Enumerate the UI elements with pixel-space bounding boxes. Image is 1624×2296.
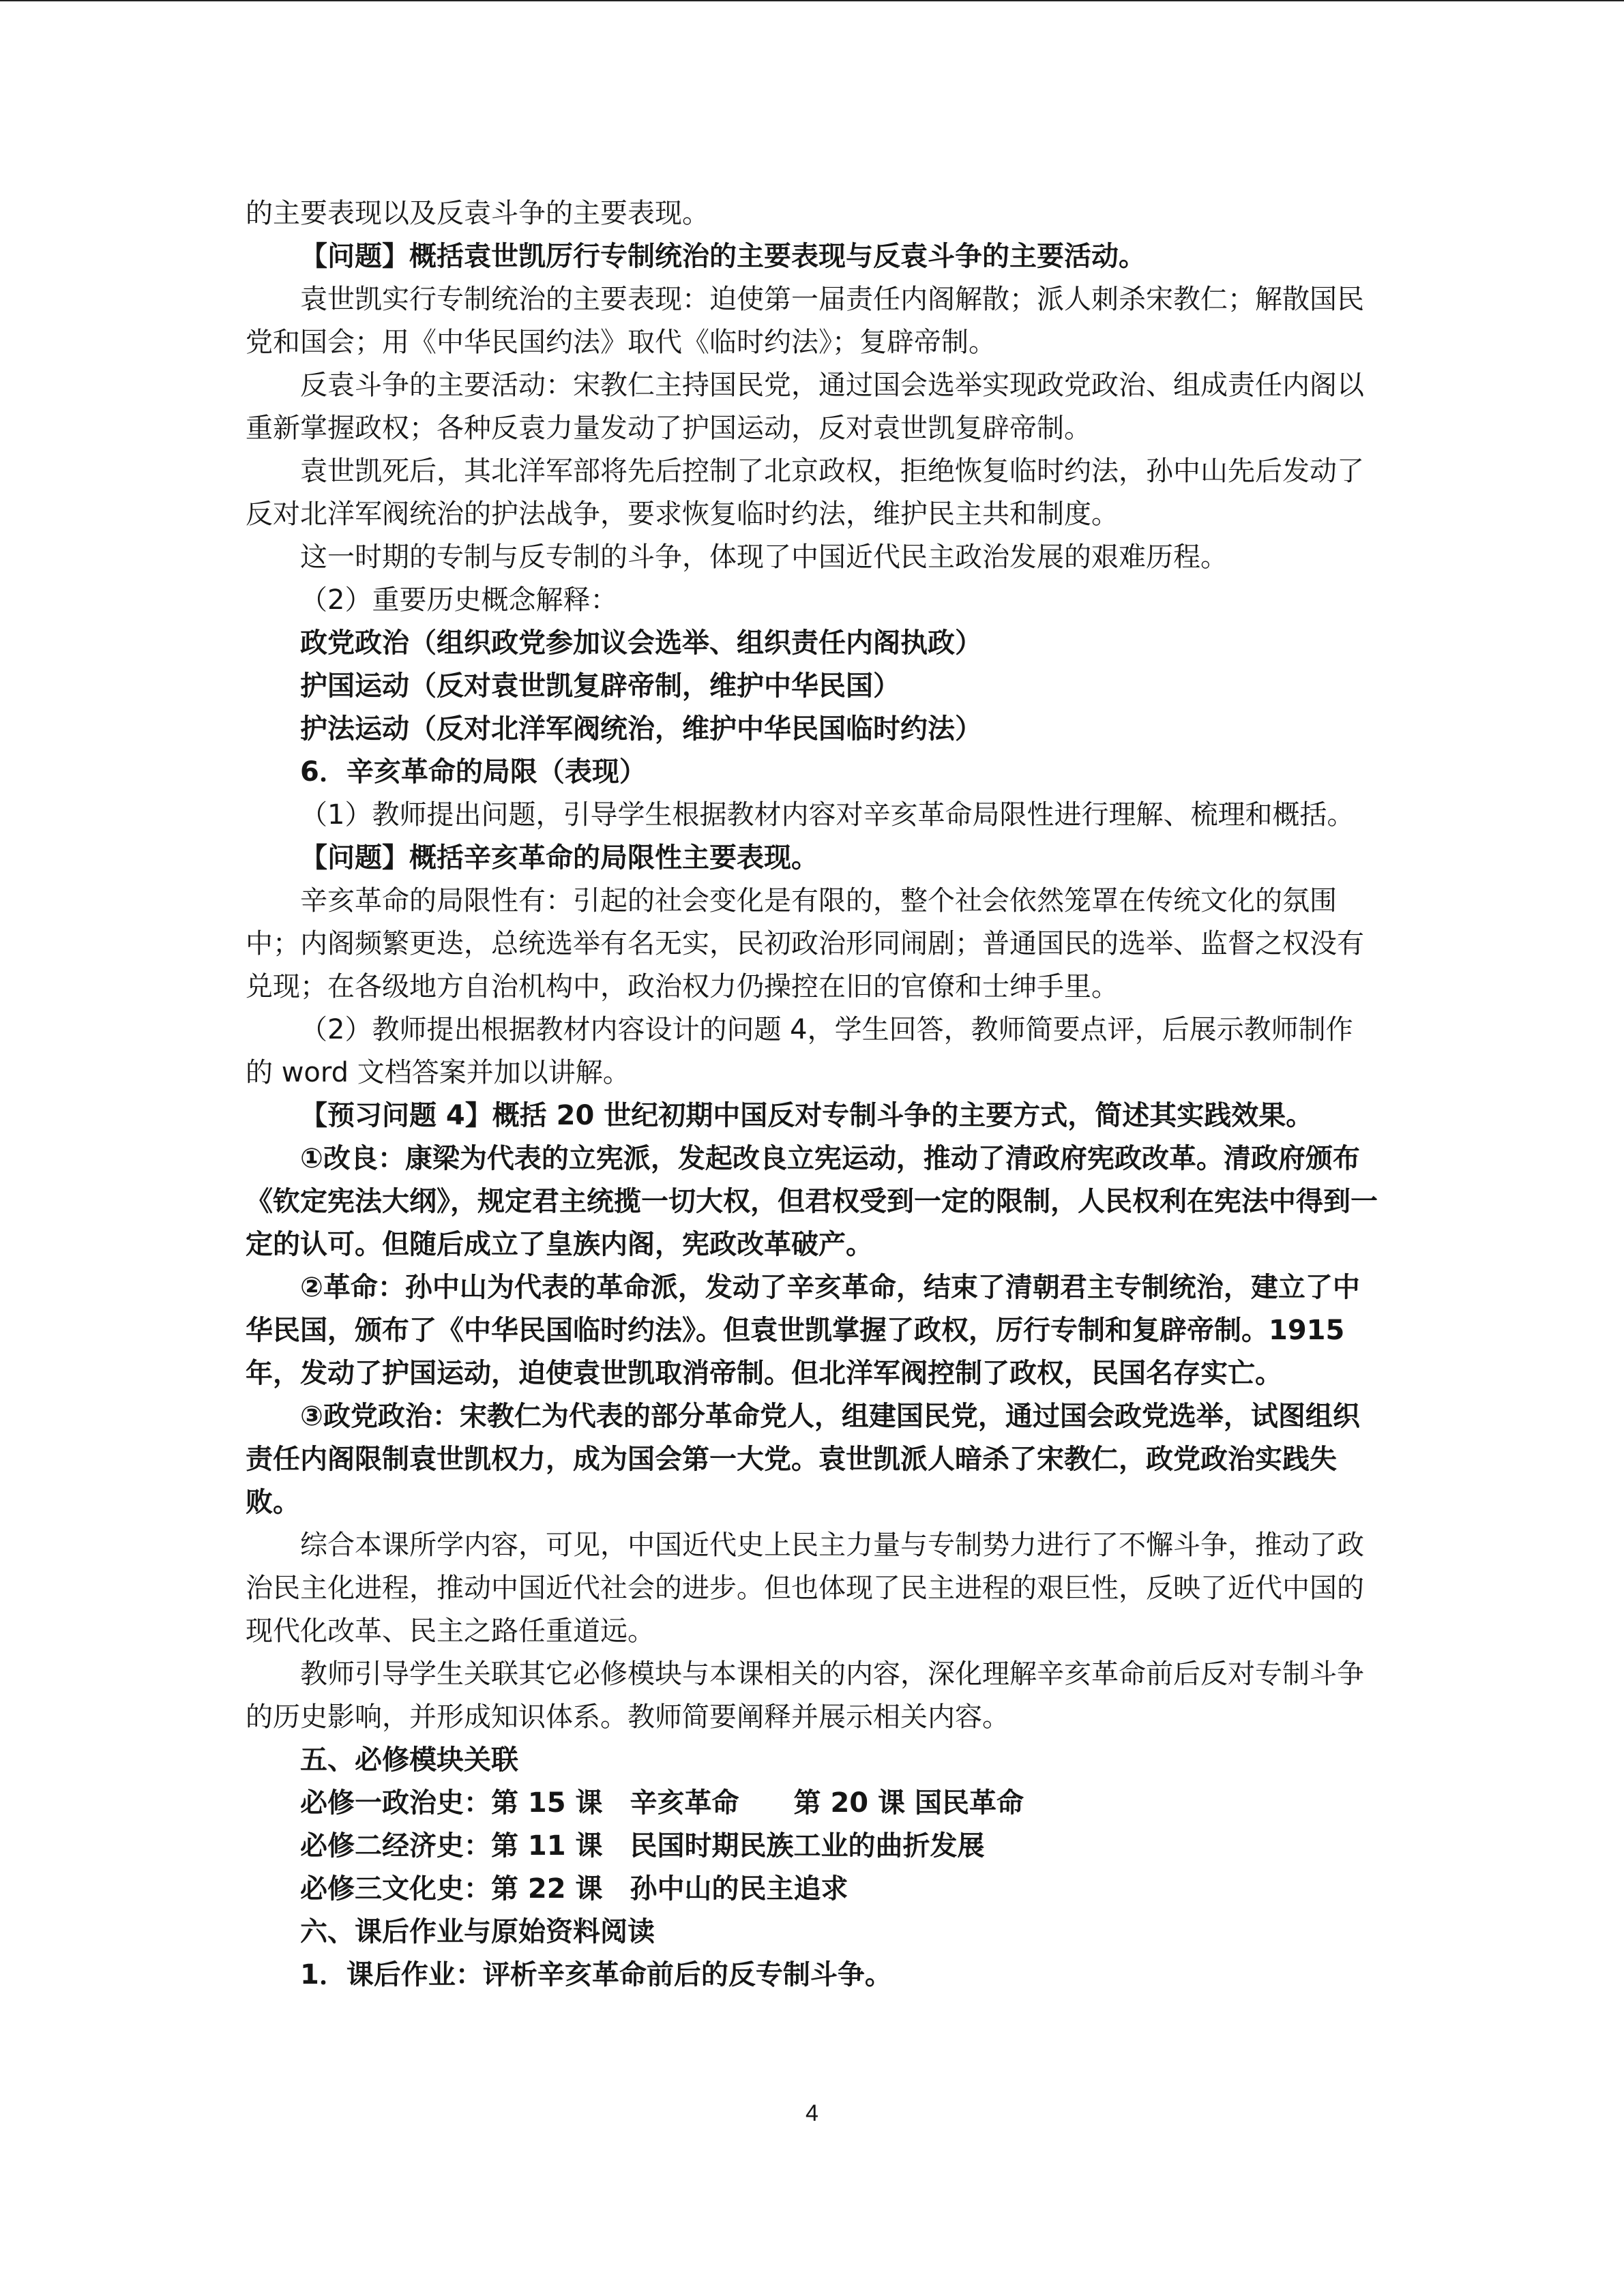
section-heading: 六、课后作业与原始资料阅读: [300, 1916, 655, 1948]
paragraph: 袁世凯死后，其北洋军部将先后控制了北京政权，拒绝恢复临时约法，孙中山先后发动了反对北洋军阀统治的护法战争，要求恢复临时约法，维护民主共和制度。: [246, 456, 1364, 530]
answer-paragraph: ③政党政治：宋教仁为代表的部分革命党人，组建国民党，通过国会政党选举，试图组织责任内阁限制袁世凯权力，成为国会第一大党。袁世凯派人暗杀了宋教仁，政党政治实践失败。: [246, 1401, 1360, 1518]
module-line: 必修三文化史：第 22 课 孙中山的民主追求: [300, 1873, 848, 1905]
concept-line: 护法运动（反对北洋军阀统治，维护中华民国临时约法）: [300, 713, 982, 745]
section-heading: 6．辛亥革命的局限（表现）: [300, 756, 647, 788]
question-heading: 【预习问题 4】概括 20 世纪初期中国反对专制斗争的主要方式，简述其实践效果。: [300, 1100, 1314, 1131]
top-border: [0, 0, 1624, 1]
module-text: 必修一政治史：第 15 课 辛亥革命: [300, 1787, 739, 1819]
paragraph: （2）教师提出根据教材内容设计的问题 4，学生回答，教师简要点评，后展示教师制作的 word 文档答案并加以讲解。: [246, 1014, 1353, 1088]
paragraph: （2）重要历史概念解释：: [300, 584, 618, 616]
paragraph: 反袁斗争的主要活动：宋教仁主持国民党，通过国会选举实现政党政治、组成责任内阁以重新掌握政权；各种反袁力量发动了护国运动，反对袁世凯复辟帝制。: [246, 370, 1364, 444]
paragraph: 袁世凯实行专制统治的主要表现：迫使第一届责任内阁解散；派人刺杀宋教仁；解散国民党和国会；用《中华民国约法》取代《临时约法》；复辟帝制。: [246, 284, 1364, 358]
paragraph: 教师引导学生关联其它必修模块与本课相关的内容，深化理解辛亥革命前后反对专制斗争的历史影响，并形成知识体系。教师简要阐释并展示相关内容。: [246, 1658, 1364, 1733]
paragraph: 这一时期的专制与反专制的斗争，体现了中国近代民主政治发展的艰难历程。: [300, 541, 1228, 573]
module-text: 第 20 课 国民革命: [793, 1787, 1024, 1819]
paragraph: （1）教师提出问题，引导学生根据教材内容对辛亥革命局限性进行理解、梳理和概括。: [300, 799, 1355, 831]
paragraph: 辛亥革命的局限性有：引起的社会变化是有限的，整个社会依然笼罩在传统文化的氛围中；内阁频繁更迭，总统选举有名无实，民初政治形同闹剧；普通国民的选举、监督之权没有兑现；在各级地方自治机构中，政治权力仍操控在旧的官僚和士绅手里。: [246, 885, 1364, 1002]
concept-line: 护国运动（反对袁世凯复辟帝制，维护中华民国）: [300, 670, 900, 702]
answer-paragraph: ②革命：孙中山为代表的革命派，发动了辛亥革命，结束了清朝君主专制统治，建立了中华民国，颁布了《中华民国临时约法》。但袁世凯掌握了政权，厉行专制和复辟帝制。1915 年，发动了护国运动，迫使袁世凯取消帝制。但北洋军阀控制了政权，民国名存实亡。: [246, 1272, 1360, 1389]
answer-paragraph: ①改良：康梁为代表的立宪派，发起改良立宪运动，推动了清政府宪政改革。清政府颁布《钦定宪法大纲》，规定君主统揽一切大权，但君权受到一定的限制，人民权利在宪法中得到一定的认可。但随后成立了皇族内阁，宪政改革破产。: [246, 1143, 1378, 1260]
module-line: [246, 1782, 1378, 1825]
module-line: 必修二经济史：第 11 课 民国时期民族工业的曲折发展: [300, 1830, 985, 1862]
question-heading: 【问题】概括辛亥革命的局限性主要表现。: [300, 842, 818, 874]
page-number: 4: [806, 2100, 818, 2126]
question-heading: 【问题】概括袁世凯厉行专制统治的主要表现与反袁斗争的主要活动。: [300, 241, 1146, 272]
section-heading: 五、必修模块关联: [300, 1744, 518, 1776]
concept-line: 政党政治（组织政党参加议会选举、组织责任内阁执政）: [300, 627, 982, 659]
paragraph: 综合本课所学内容，可见，中国近代史上民主力量与专制势力进行了不懈斗争，推动了政治民主化进程，推动中国近代社会的进步。但也体现了民主进程的艰巨性，反映了近代中国的现代化改革、民主之路任重道远。: [246, 1530, 1364, 1647]
paragraph: 的主要表现以及反袁斗争的主要表现。: [246, 198, 709, 229]
homework-line: 1．课后作业：评析辛亥革命前后的反专制斗争。: [300, 1959, 892, 1991]
document-body: [246, 192, 1378, 1997]
